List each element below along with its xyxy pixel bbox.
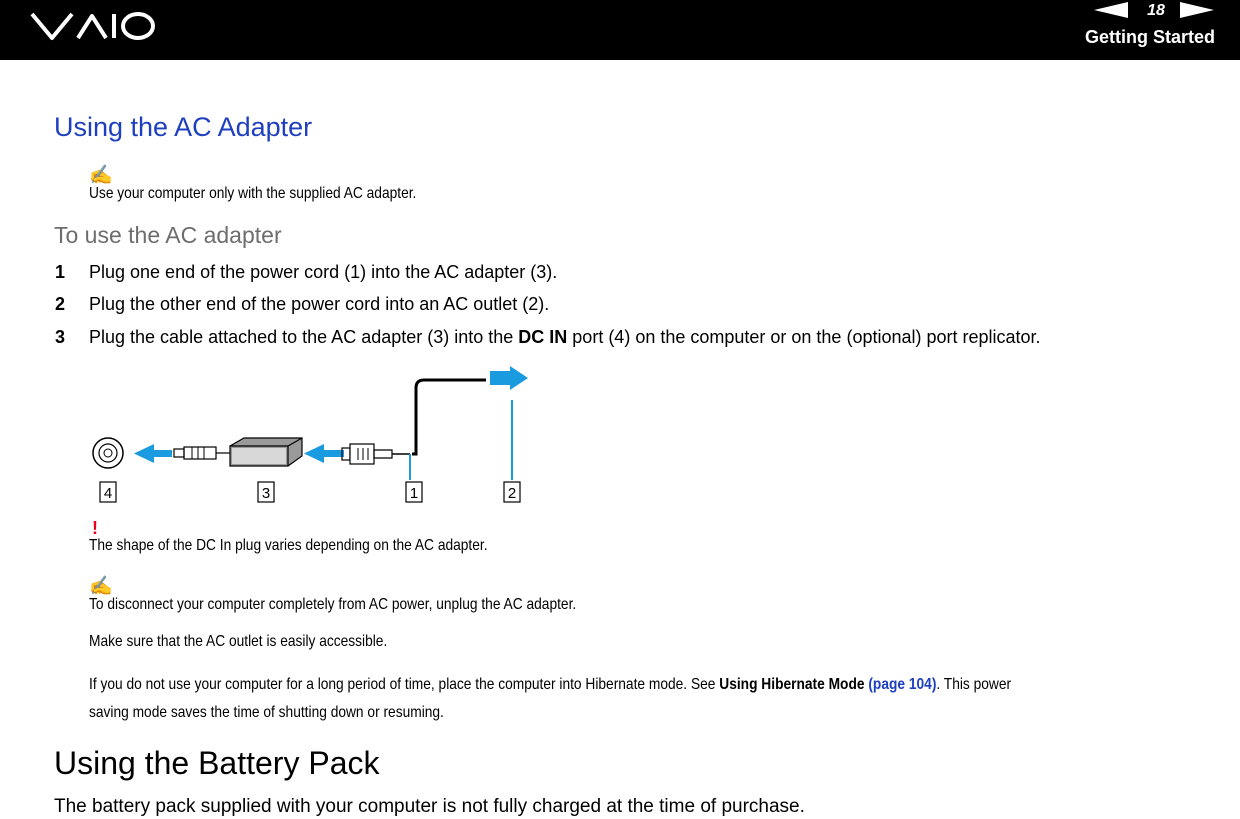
callout-label: 4 (103, 485, 113, 502)
prev-page-icon[interactable] (1094, 2, 1128, 18)
step-text: Plug the cable attached to the AC adapter (3) into the DC IN port (4) on the computer or on the (optional) port replicator. (89, 327, 1041, 347)
page-header (0, 0, 1240, 60)
note-disconnect: To disconnect your computer completely from AC power, unplug the AC adapter. (89, 596, 577, 613)
procedure-heading: To use the AC adapter (54, 222, 282, 248)
ac-adapter-heading: Using the AC Adapter (54, 112, 313, 142)
connect-arrow-icon (304, 444, 344, 463)
pencil-note-icon: ✍ (89, 576, 113, 597)
section-title: Getting Started (1084, 27, 1215, 47)
step-number: 1 (55, 262, 66, 282)
warning-plug-shape: The shape of the DC In plug varies depending on the AC adapter. (89, 537, 488, 554)
note-hibernate-line2: saving mode saves the time of shutting down or resuming. (89, 704, 444, 721)
callout-label: 3 (261, 485, 271, 502)
power-plug-icon (342, 444, 410, 464)
note-outlet-access: Make sure that the AC outlet is easily accessible. (89, 633, 388, 650)
outlet-arrow-icon (490, 366, 528, 390)
ac-adapter-connection-diagram (80, 362, 540, 512)
step-number: 2 (55, 294, 66, 314)
page-navigation (1094, 2, 1214, 22)
callout-label: 2 (507, 485, 517, 502)
step-number: 3 (55, 327, 66, 347)
pencil-note-icon: ✍ (89, 165, 113, 186)
next-page-icon[interactable] (1180, 2, 1214, 18)
vaio-logo (30, 8, 158, 44)
page-104-link[interactable]: (page 104) (868, 676, 937, 693)
connect-arrow-icon (134, 444, 172, 463)
step-text: Plug one end of the power cord (1) into the AC adapter (3). (89, 262, 558, 282)
dc-in-port-icon (93, 438, 123, 468)
ac-adapter-icon (230, 438, 302, 466)
step-text: Plug the other end of the power cord into an AC outlet (2). (89, 294, 550, 314)
battery-description: The battery pack supplied with your computer is not fully charged at the time of purchase. (54, 796, 805, 817)
note-supplied-adapter: Use your computer only with the supplied AC adapter. (89, 185, 417, 202)
power-cord-icon (412, 380, 486, 454)
exclamation-icon: ! (92, 518, 98, 538)
battery-pack-heading: Using the Battery Pack (54, 745, 380, 781)
note-hibernate: If you do not use your computer for a long period of time, place the computer into Hibernate mode. See Using Hibernate Mode (page 104). This power (89, 676, 1012, 693)
page-number: 18 (1147, 2, 1165, 19)
dc-plug-icon (174, 447, 230, 459)
callout-label: 1 (409, 485, 419, 502)
